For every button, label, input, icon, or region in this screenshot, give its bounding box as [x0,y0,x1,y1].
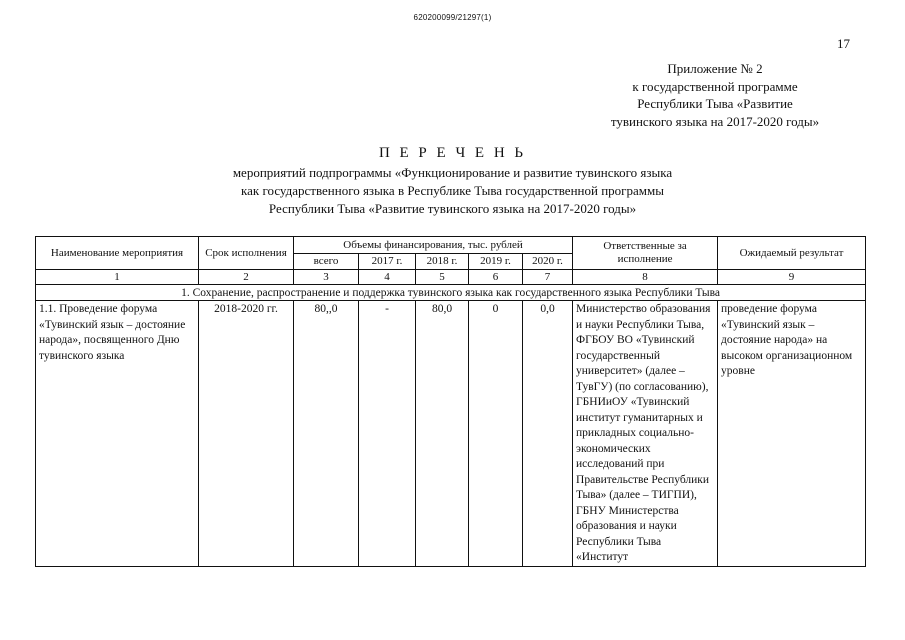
cell-activity-name: 1.1. Проведение форума «Тувинский язык – достояние народа», посвященного Дню тувинского языка [36,301,199,567]
header-2017: 2017 г. [359,254,416,270]
column-number: 9 [718,270,866,285]
appendix-line: тувинского языка на 2017-2020 годы» [610,113,820,129]
header-2020: 2020 г. [523,254,573,270]
header-term: Срок исполнения [199,237,294,270]
cell-responsible: Министерство образования и науки Республики Тыва, ФГБОУ ВО «Тувинский государственный университет» (далее – ТувГУ) (по согласованию), ГБНИиОУ «Тувинский институт гуманитарных и прикладных социально-экономических исследований при Правительстве Республики Тыва» (далее – ТИГПИ), ГБНУ Министерства образования и науки Республики Тыва «Институт [573,301,718,567]
appendix-line: Приложение № 2 [667,61,763,76]
appendix-line: Республики Тыва «Развитие [637,96,793,111]
column-number: 4 [359,270,416,285]
appendix-note [560,60,870,130]
cell-term: 2018-2020 гг. [199,301,294,567]
document-title: П Е Р Е Ч Е Н Ь [378,145,527,161]
cell-2018: 80,0 [416,301,469,567]
column-number: 3 [294,270,359,285]
header-2018: 2018 г. [416,254,469,270]
header-total: всего [294,254,359,270]
column-number: 8 [573,270,718,285]
header-name: Наименование мероприятия [36,237,199,270]
column-number: 1 [36,270,199,285]
activities-table [35,236,866,567]
column-number: 7 [523,270,573,285]
appendix-line: к государственной программе [632,78,798,94]
cell-2019: 0 [469,301,523,567]
column-number: 6 [469,270,523,285]
cell-total: 80,,0 [294,301,359,567]
header-result: Ожидаемый результат [718,237,866,270]
column-number: 2 [199,270,294,285]
page-number: 17 [837,36,850,51]
document-code: 620200099/21297(1) [413,13,492,22]
header-funding: Объемы финансирования, тыс. рублей [294,237,573,254]
section-title: 1. Сохранение, распространение и поддержка тувинского языка как государственного языка Республики Тыва [36,285,866,301]
document-subtitle [0,164,905,218]
header-2019: 2019 г. [469,254,523,270]
cell-2017: - [359,301,416,567]
subtitle-line: мероприятий подпрограммы «Функционирование и развитие тувинского языка [232,165,673,180]
header-responsible: Ответственные за исполнение [573,237,718,270]
subtitle-line: Республики Тыва «Развитие тувинского языка на 2017-2020 годы» [268,201,637,216]
cell-2020: 0,0 [523,301,573,567]
column-number: 5 [416,270,469,285]
subtitle-line: как государственного языка в Республике Тыва государственной программы [241,183,664,198]
cell-result: проведение форума «Тувинский язык – достояние народа» на высоком организационном уровне [718,301,866,567]
